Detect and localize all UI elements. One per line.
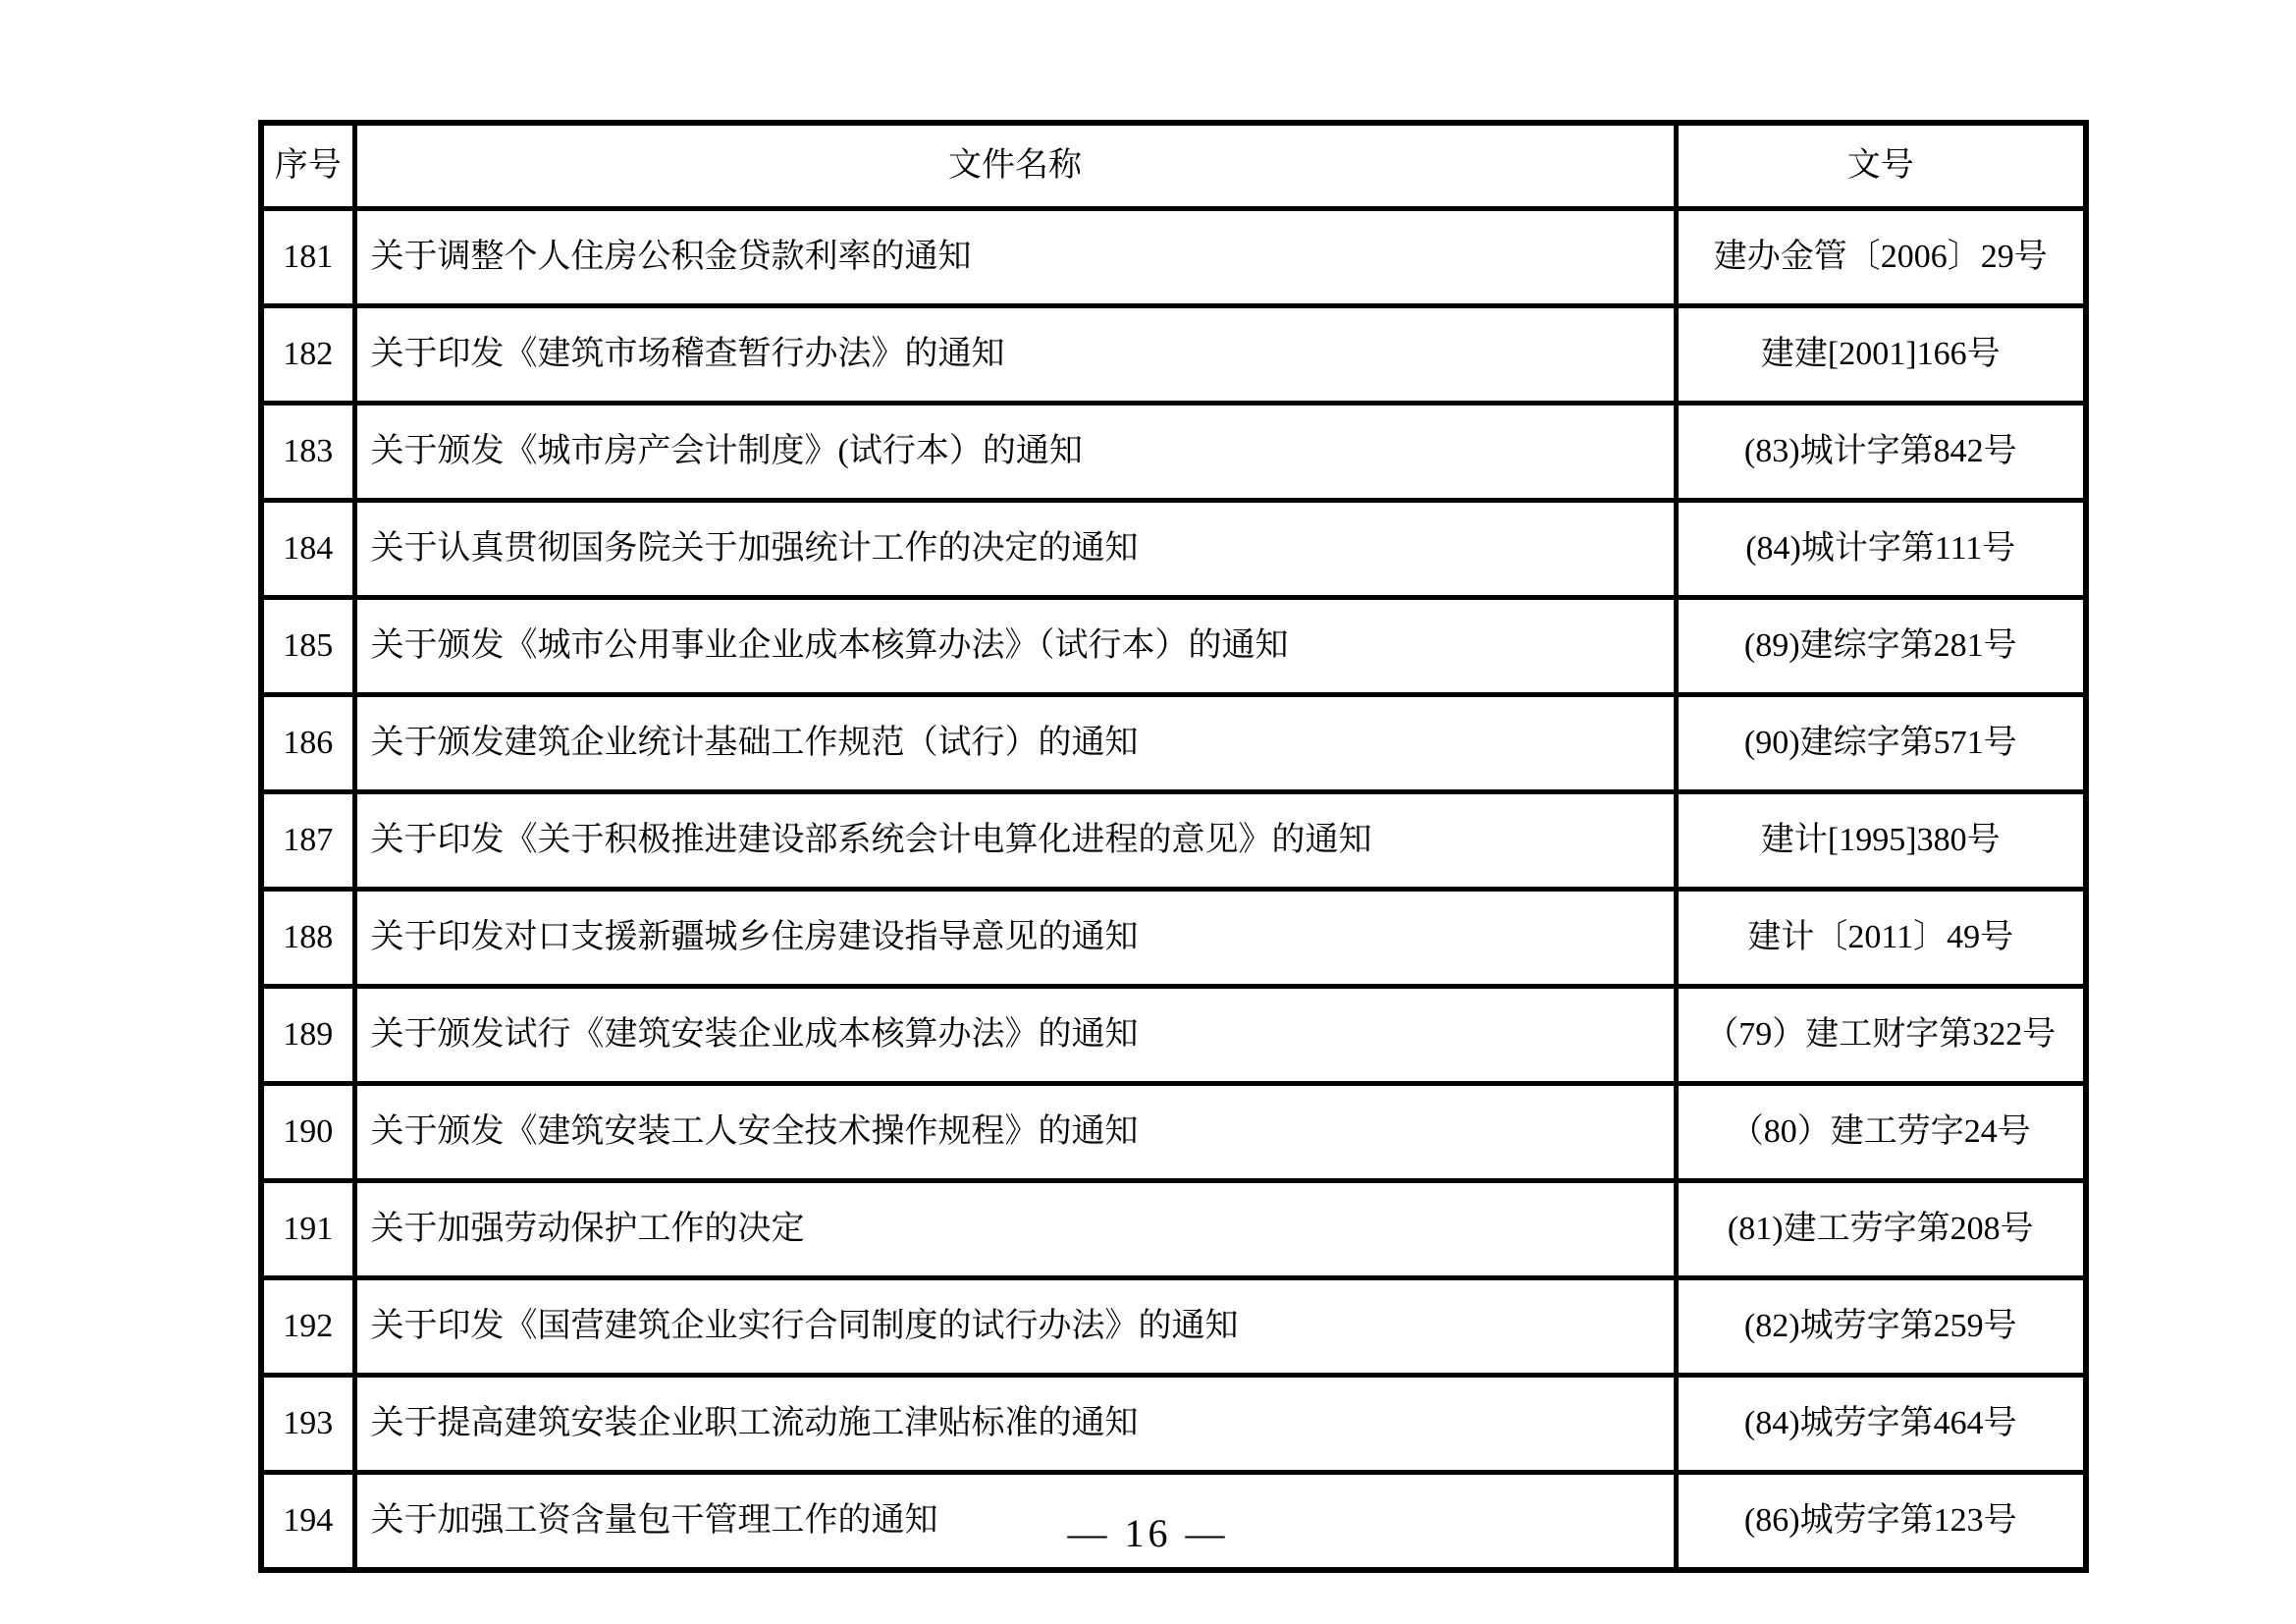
- cell-serial-number: 190: [261, 1084, 354, 1181]
- table-row: [261, 987, 2086, 1084]
- cell-file-name: 关于颁发试行《建筑安装企业成本核算办法》的通知: [354, 987, 1676, 1084]
- cell-doc-number: (84)城计字第111号: [1676, 501, 2086, 598]
- table-row: [261, 501, 2086, 598]
- cell-doc-number: 建建[2001]166号: [1676, 306, 2086, 404]
- cell-doc-number: (82)城劳字第259号: [1676, 1278, 2086, 1376]
- table-row: [261, 598, 2086, 695]
- cell-serial-number: 191: [261, 1181, 354, 1278]
- table-row: [261, 1376, 2086, 1473]
- cell-doc-number: 建办金管〔2006〕29号: [1676, 209, 2086, 306]
- cell-doc-number: (90)建综字第571号: [1676, 695, 2086, 792]
- cell-doc-number: 建计〔2011〕49号: [1676, 890, 2086, 987]
- cell-file-name: 关于加强劳动保护工作的决定: [354, 1181, 1676, 1278]
- cell-serial-number: 184: [261, 501, 354, 598]
- cell-file-name: 关于颁发《城市公用事业企业成本核算办法》（试行本）的通知: [354, 598, 1676, 695]
- cell-doc-number: (84)城劳字第464号: [1676, 1376, 2086, 1473]
- table-row: [261, 1181, 2086, 1278]
- table-header: [261, 123, 2086, 209]
- file-list-table: [258, 120, 2089, 1573]
- table-body: [261, 209, 2086, 1571]
- table-row: [261, 792, 2086, 890]
- column-header-index: 序号: [261, 123, 354, 209]
- cell-serial-number: 186: [261, 695, 354, 792]
- cell-serial-number: 183: [261, 404, 354, 501]
- cell-file-name: 关于认真贯彻国务院关于加强统计工作的决定的通知: [354, 501, 1676, 598]
- table-row: [261, 1278, 2086, 1376]
- table-row: [261, 890, 2086, 987]
- cell-serial-number: 193: [261, 1376, 354, 1473]
- cell-file-name: 关于提高建筑安装企业职工流动施工津贴标准的通知: [354, 1376, 1676, 1473]
- cell-serial-number: 189: [261, 987, 354, 1084]
- column-header-title: 文件名称: [354, 123, 1676, 209]
- table-row: [261, 695, 2086, 792]
- cell-file-name: 关于颁发《城市房产会计制度》(试行本）的通知: [354, 404, 1676, 501]
- cell-file-name: 关于印发《建筑市场稽查暂行办法》的通知: [354, 306, 1676, 404]
- cell-serial-number: 185: [261, 598, 354, 695]
- cell-doc-number: （80）建工劳字24号: [1676, 1084, 2086, 1181]
- cell-doc-number: (81)建工劳字第208号: [1676, 1181, 2086, 1278]
- cell-serial-number: 194: [261, 1473, 354, 1571]
- cell-file-name: 关于印发对口支援新疆城乡住房建设指导意见的通知: [354, 890, 1676, 987]
- column-header-doc-no: 文号: [1676, 123, 2086, 209]
- table-row: [261, 306, 2086, 404]
- cell-doc-number: （79）建工财字第322号: [1676, 987, 2086, 1084]
- cell-doc-number: (89)建综字第281号: [1676, 598, 2086, 695]
- table-row: [261, 209, 2086, 306]
- cell-file-name: 关于调整个人住房公积金贷款利率的通知: [354, 209, 1676, 306]
- cell-doc-number: (83)城计字第842号: [1676, 404, 2086, 501]
- table-row: [261, 1084, 2086, 1181]
- cell-serial-number: 187: [261, 792, 354, 890]
- cell-file-name: 关于颁发建筑企业统计基础工作规范（试行）的通知: [354, 695, 1676, 792]
- cell-file-name: 关于颁发《建筑安装工人安全技术操作规程》的通知: [354, 1084, 1676, 1181]
- cell-file-name: 关于加强工资含量包干管理工作的通知: [354, 1473, 1676, 1571]
- cell-serial-number: 181: [261, 209, 354, 306]
- header-row: [261, 123, 2086, 209]
- table-row: [261, 404, 2086, 501]
- cell-doc-number: 建计[1995]380号: [1676, 792, 2086, 890]
- cell-serial-number: 188: [261, 890, 354, 987]
- cell-serial-number: 182: [261, 306, 354, 404]
- page-number: — 16 —: [1067, 1511, 1229, 1555]
- cell-serial-number: 192: [261, 1278, 354, 1376]
- cell-file-name: 关于印发《国营建筑企业实行合同制度的试行办法》的通知: [354, 1278, 1676, 1376]
- cell-file-name: 关于印发《关于积极推进建设部系统会计电算化进程的意见》的通知: [354, 792, 1676, 890]
- cell-doc-number: (86)城劳字第123号: [1676, 1473, 2086, 1571]
